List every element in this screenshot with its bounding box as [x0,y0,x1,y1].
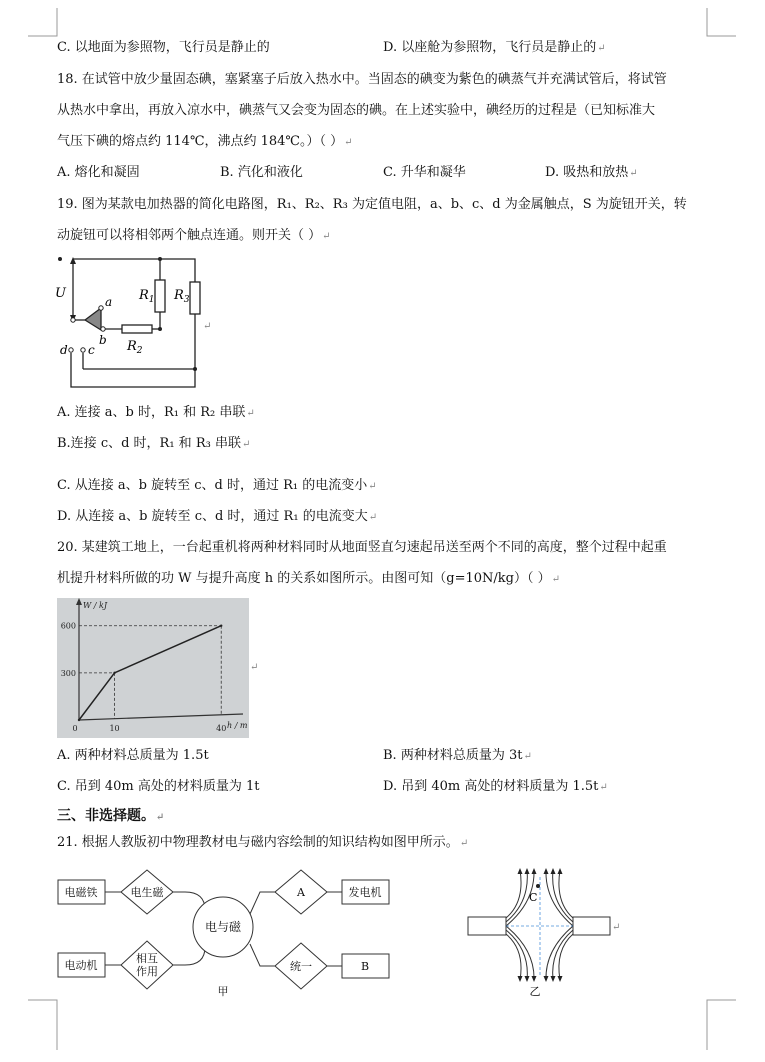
label-d: d [60,343,68,357]
svg-text:↵: ↵ [203,321,212,332]
y-tick-label-0: 300 [60,668,76,678]
label-r3: $R_3$ [174,288,190,305]
q19-option-b: B.连接 c、d 时，R₁ 和 R₃ 串联↵ [57,436,251,451]
caption-yi: 乙 [529,985,541,998]
point-c-dot [536,884,540,888]
label-b: b [99,333,107,347]
q21-knowledge-structure-diagram-jia [55,862,395,1002]
resistor-r1 [155,280,165,312]
q21-stem-line1: 21. 根据人教版初中物理教材电与磁内容绘制的知识结构如图甲所示。↵ [57,835,469,850]
q18-option-d: D. 吸热和放热↵ [545,165,638,180]
resistor-r3 [190,282,200,314]
q20-option-c: C. 吊到 40m 高处的材料质量为 1t [57,779,260,794]
label-motor: 电动机 [64,959,98,972]
q18-option-c: C. 升华和凝华 [383,165,466,180]
q19-option-a: A. 连接 a、b 时，R₁ 和 R₂ 串联↵ [57,405,255,420]
data-point-2 [220,625,222,627]
label-r2: $R_2$ [127,339,143,356]
data-point-1 [113,672,115,674]
label-point-c: C [529,891,538,904]
q18-stem-line1: 18. 在试管中放少量固态碘，塞紧塞子后放入热水中。当固态的碘变为紫色的碘蒸气并充满试管后，将试管 [57,72,667,87]
q19-stem-line1: 19. 图为某款电加热器的简化电路图，R₁、R₂、R₃ 为定值电阻，a、b、c、d 为金属触点，S 为旋钮开关，转 [57,197,687,212]
label-b: B [360,960,370,973]
label-center: 电与磁 [204,920,242,934]
q20-option-b: B. 两种材料总质量为 3t↵ [383,748,532,763]
crop-mark-bottom-left [28,1000,57,1050]
q19-option-d: D. 从连接 a、b 旋转至 c、d 时，通过 R₁ 的电流变大↵ [57,509,378,524]
magnet-right [573,917,610,935]
label-a: A [297,886,305,899]
y-tick-label-1: 600 [60,621,76,631]
section-3-heading: 三、非选择题。↵ [57,808,165,824]
q20-chart-return-mark: ↵ [250,662,259,673]
rotary-switch [85,308,101,330]
label-interaction-1: 相互 [136,952,158,965]
svg-text:↵: ↵ [612,922,621,933]
q18-option-b: B. 汽化和液化 [220,165,303,180]
label-a: a [105,295,113,309]
q17-option-d: D. 以座舱为参照物，飞行员是静止的↵ [383,40,606,55]
q20-stem-line1: 20. 某建筑工地上，一台起重机将两种材料同时从地面竖直匀速起吊送至两个不同的高度，整个过程中起重 [57,540,667,555]
q19-option-c: C. 从连接 a、b 旋转至 c、d 时，通过 R₁ 的电流变小↵ [57,478,377,493]
x-axis-label: h / m [227,721,248,730]
q17-option-c: C. 以地面为参照物，飞行员是静止的 [57,40,270,55]
caption-jia: 甲 [217,985,229,998]
data-point-0 [78,719,80,721]
q19-circuit-diagram [55,252,215,392]
x-tick-label-1: 10 [109,724,120,733]
label-r1: $R_1$ [139,288,155,305]
q20-option-a: A. 两种材料总质量为 1.5t [57,748,209,763]
q21-magnetic-field-diagram-yi [465,862,625,1002]
label-c: c [88,343,95,357]
q18-stem-line3: 气压下碘的熔点约 114℃，沸点约 184℃。）（ ）↵ [57,134,353,149]
q18-stem-line2: 从热水中拿出，再放入凉水中，碘蒸气又会变为固态的碘。在上述实验中，碘经历的过程是（已知标准大 [57,103,656,118]
label-interaction-2: 作用 [136,965,158,978]
label-unify: 统一 [290,960,312,973]
resistor-r2 [122,325,152,333]
x-tick-label-2: 40 [216,724,227,733]
q20-work-height-chart [57,598,249,738]
q19-stem-line2: 动旋钮可以将相邻两个触点连通。则开关（ ）↵ [57,228,331,243]
crop-mark-top-right [707,8,736,36]
crop-mark-top-left [28,8,57,36]
y-axis-label: W / kJ [83,601,108,610]
q20-option-d: D. 吊到 40m 高处的材料质量为 1.5t↵ [383,779,608,794]
magnet-left [468,917,506,935]
circuit-top-wire [73,259,195,282]
x-tick-label-0: 0 [72,724,78,733]
q20-stem-line2: 机提升材料所做的功 W 与提升高度 h 的关系如图所示。由图可知（g=10N/kg）（ ）↵ [57,571,560,586]
q18-option-a: A. 熔化和凝固 [57,165,140,180]
crop-mark-bottom-right [707,1000,736,1050]
label-generator: 发电机 [348,886,382,899]
label-electromagnet: 电磁铁 [64,886,98,899]
label-u: U [55,286,66,301]
label-elec-to-mag: 电生磁 [130,886,164,899]
